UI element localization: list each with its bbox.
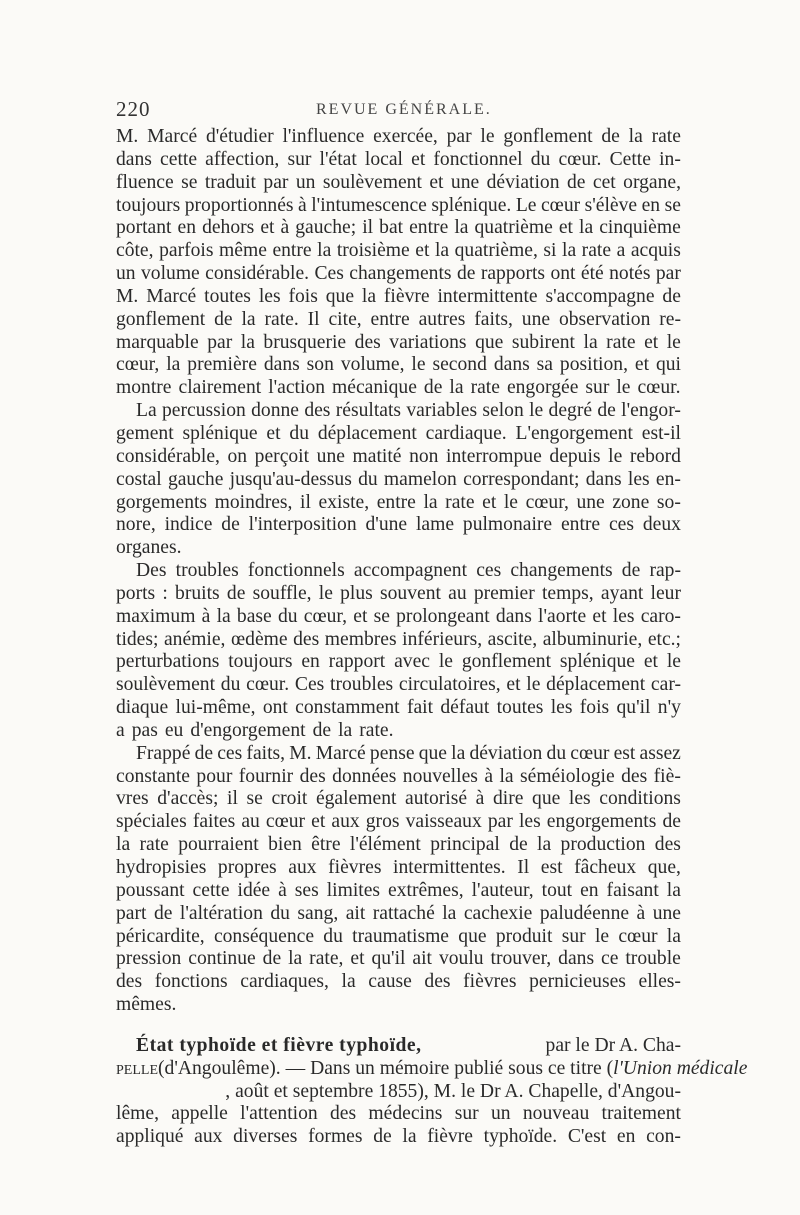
section-title: État typhoïde et fièvre typhoïde,	[136, 1034, 422, 1056]
text-line: appliqué aux diverses formes de la fièvre typhoïde. C'est en con-	[116, 1126, 681, 1148]
text-line: tides; anémie, œdème des membres inférieurs, ascite, albuminurie, etc.;	[116, 628, 681, 650]
text-line: diaque lui-même, ont constamment fait défaut toutes les fois qu'il n'y	[116, 697, 681, 719]
text-line: nore, indice de l'interposition d'une lame pulmonaire entre ces deux	[116, 514, 681, 536]
text-line: portant en dehors et à gauche; il bat entre la quatrième et la cinquième	[116, 217, 681, 239]
text-line: montre clairement l'action mécanique de la rate engorgée sur le cœur.	[116, 377, 681, 399]
text-line: a pas eu d'engorgement de la rate.	[116, 719, 394, 741]
text-line: marquable par la brusquerie des variations que subirent la rate et le	[116, 331, 681, 353]
text-line: organes.	[116, 537, 182, 559]
text-line: soulèvement du cœur. Ces troubles circulatoires, et le déplacement car-	[116, 674, 681, 696]
text-line	[116, 1081, 681, 1104]
text-line: gorgements moindres, il existe, entre la rate et le cœur, une zone so-	[116, 491, 681, 513]
text-line: considérable, on perçoit une matité non interrompue depuis le rebord	[116, 445, 681, 467]
text-line: fluence se traduit par un soulèvement et une déviation de cet organe,	[116, 171, 681, 193]
section-heading-line	[116, 1035, 681, 1058]
text-line: spéciales faites au cœur et aux gros vaisseaux par les engorgements de	[116, 811, 681, 833]
page-header	[116, 95, 681, 125]
text-line	[116, 1057, 748, 1081]
body-text	[116, 126, 748, 1149]
text-line: constante pour fournir des données nouvelles à la séméiologie des fiè-	[116, 765, 681, 787]
text-line: la rate pourraient bien être l'élément principal de la production des	[116, 834, 681, 856]
section-intro: (d'Angoulême). — Dans un mémoire publié sous ce titre (	[158, 1057, 614, 1079]
text-line: M. Marcé d'étudier l'influence exercée, par le gonflement de la rate	[116, 126, 681, 147]
text-line: des fonctions cardiaques, la cause des fièvres pernicieuses elles-	[116, 971, 681, 993]
text-line: poussant cette idée à ses limites extrêmes, l'auteur, tout en faisant la	[116, 879, 681, 901]
text-line: un volume considérable. Ces changements de rapports ont été notés par	[116, 263, 681, 285]
text-line: péricardite, conséquence du traumatisme que produit sur le cœur la	[116, 925, 681, 947]
text-line: gement splénique et du déplacement cardiaque. L'engorgement est-il	[116, 422, 681, 444]
text-line: cœur, la première dans son volume, le second dans sa position, et qui	[116, 354, 681, 376]
text-line: part de l'altération du sang, ait rattaché la cachexie paludéenne à une	[116, 902, 681, 924]
running-title: REVUE GÉNÉRALE.	[316, 101, 492, 118]
text-line: ports : bruits de souffle, le plus souvent au premier temps, ayant leur	[116, 582, 681, 604]
author-name: pelle	[116, 1057, 158, 1079]
text-line: lême, appelle l'attention des médecins sur un nouveau traitement	[116, 1103, 681, 1125]
text-line: Frappé de ces faits, M. Marcé pense que la déviation du cœur est assez	[136, 742, 681, 764]
text-line: hydropisies propres aux fièvres intermittentes. Il est fâcheux que,	[116, 857, 681, 878]
section-author-start: par le Dr A. Cha-	[545, 1034, 681, 1056]
text-line: perturbations toujours en rapport avec le gonflement splénique et le	[116, 651, 681, 673]
text-line: M. Marcé toutes les fois que la fièvre intermittente s'accompagne de	[116, 285, 681, 307]
text-line: dans cette affection, sur l'état local et fonctionnel du cœur. Cette in-	[116, 148, 681, 170]
text-line: gonflement de la rate. Il cite, entre autres faits, une observation re-	[116, 308, 681, 330]
text-line: Des troubles fonctionnels accompagnent ces changements de rap-	[136, 560, 681, 582]
text-line: côte, parfois même entre la troisième et la quatrième, si la rate a acquis	[116, 240, 681, 262]
text-line: pression continue de la rate, et qu'il ait voulu trouver, dans ce trouble	[116, 948, 681, 970]
text-line: maximum à la base du cœur, et se prolongeant dans l'aorte et les caro-	[116, 605, 681, 627]
journal-title: l'Union médicale	[613, 1057, 748, 1079]
text-line: mêmes.	[116, 994, 177, 1016]
text-line: toujours proportionnés à l'intumescence splénique. Le cœur s'élève en se	[116, 194, 681, 216]
page-number: 220	[116, 97, 151, 121]
text-line: costal gauche jusqu'au-dessus du mamelon correspondant; dans les en-	[116, 468, 681, 490]
text-line: vres d'accès; il se croit également autorisé à dire que les conditions	[116, 788, 681, 810]
section-date: , août et septembre 1855), M. le Dr A. Chapelle, d'Angou-	[225, 1080, 681, 1102]
text-line: La percussion donne des résultats variables selon le degré de l'engor-	[136, 400, 681, 422]
